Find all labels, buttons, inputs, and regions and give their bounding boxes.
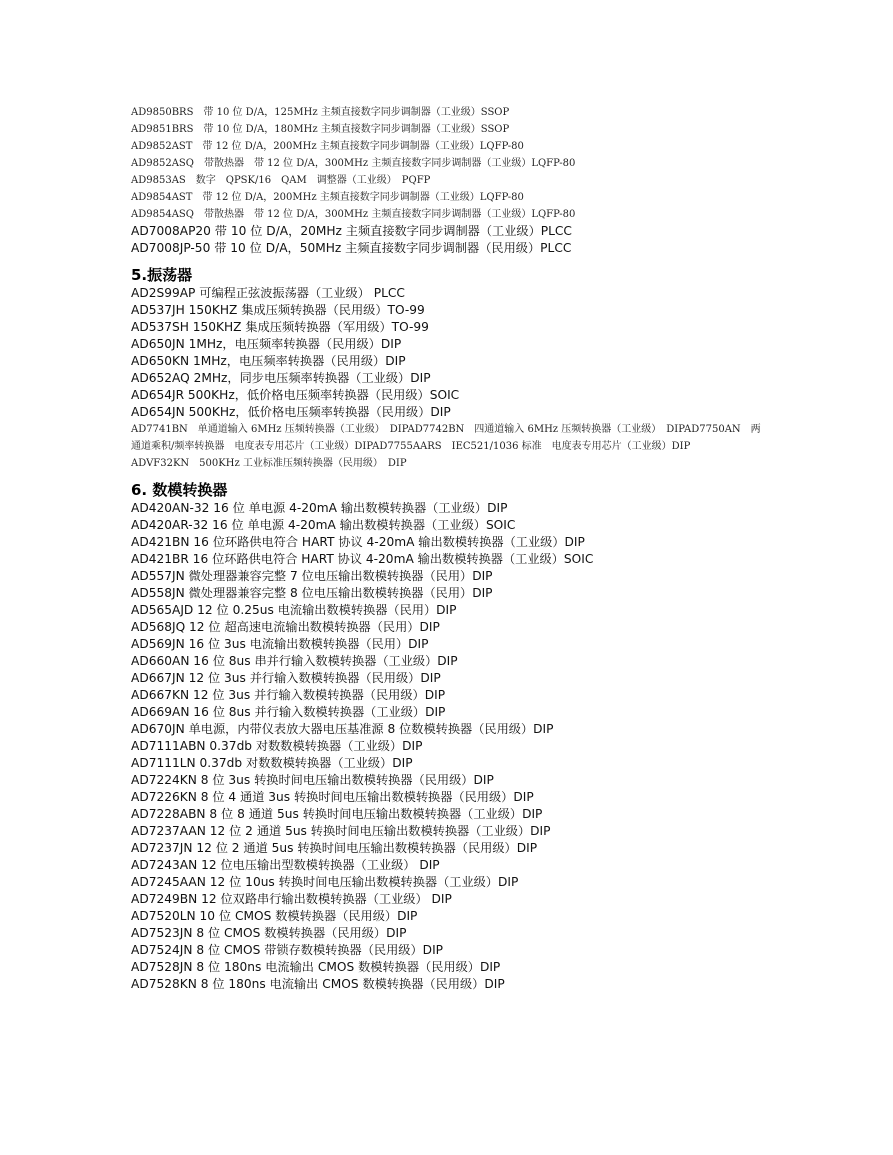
document-content [131,104,761,993]
list-item: AD654JR 500KHz，低价格电压频率转换器（民用级）SOIC [131,388,460,402]
list-item: AD537SH 150KHZ 集成压频转换器（军用级）TO-99 [131,320,429,334]
list-item: AD7523JN 8 位 CMOS 数模转换器（民用级）DIP [131,926,407,940]
list-item: AD7224KN 8 位 3us 转换时间电压输出数模转换器（民用级）DIP [131,773,494,787]
section-heading-oscillators: 5.振荡器 [131,266,193,284]
list-item: AD7226KN 8 位 4 通道 3us 转换时间电压输出数模转换器（民用级）DIP [131,790,534,804]
section-heading-dac: 6. 数模转换器 [131,481,228,499]
list-item: AD670JN 单电源，内带仪表放大器电压基准源 8 位数模转换器（民用级）DIP [131,722,554,736]
list-item: AD7008JP-50 带 10 位 D/A，50MHz 主频直接数字同步调制器（民用级）PLCC [131,241,572,255]
list-item: AD669AN 16 位 8us 并行输入数模转换器（工业级）DIP [131,705,446,719]
list-item: AD565AJD 12 位 0.25us 电流输出数模转换器（民用）DIP [131,603,457,617]
list-item: AD421BN 16 位环路供电符合 HART 协议 4-20mA 输出数模转换器（工业级）DIP [131,535,585,549]
list-item: AD9851BRS 带 10 位 D/A，180MHz 主频直接数字同步调制器（工业级）SSOP [131,124,510,135]
list-item: AD7528JN 8 位 180ns 电流输出 CMOS 数模转换器（民用级）DIP [131,960,501,974]
list-item: AD9852AST 带 12 位 D/A，200MHz 主频直接数字同步调制器（工业级）LQFP-80 [131,141,524,152]
paragraph: AD7741BN 单通道输入 6MHz 压频转换器（工业级） DIPAD7742BN 四通道输入 6MHz 压频转换器（工业级） DIPAD7750AN 两通道乘积/频率转换器 电度表专用芯片（工业级）DIPAD7755AARS IEC521/1036 标准 电度表专用芯片（工业级）DIP [131,424,761,452]
list-item: AD9850BRS 带 10 位 D/A，125MHz 主频直接数字同步调制器（工业级）SSOP [131,107,510,118]
list-item: AD9852ASQ 带散热器 带 12 位 D/A，300MHz 主频直接数字同步调制器（工业级）LQFP-80 [131,158,576,169]
list-item: AD537JH 150KHZ 集成压频转换器（民用级）TO-99 [131,303,425,317]
section-4-list [131,104,761,257]
list-item: AD667JN 12 位 3us 并行输入数模转换器（民用级）DIP [131,671,441,685]
list-item: AD652AQ 2MHz，同步电压频率转换器（工业级）DIP [131,371,431,385]
list-item: AD7245AAN 12 位 10us 转换时间电压输出数模转换器（工业级）DIP [131,875,519,889]
list-item: AD7524JN 8 位 CMOS 带锁存数模转换器（民用级）DIP [131,943,444,957]
list-item: AD650KN 1MHz，电压频率转换器（民用级）DIP [131,354,406,368]
list-item: AD7237JN 12 位 2 通道 5us 转换时间电压输出数模转换器（民用级）DIP [131,841,538,855]
list-item: AD420AN-32 16 位 单电源 4-20mA 输出数模转换器（工业级）DIP [131,501,508,515]
list-item: AD7237AAN 12 位 2 通道 5us 转换时间电压输出数模转换器（工业级）DIP [131,824,551,838]
list-item: AD9854AST 带 12 位 D/A，200MHz 主频直接数字同步调制器（工业级）LQFP-80 [131,192,524,203]
list-item: AD654JN 500KHz，低价格电压频率转换器（民用级）DIP [131,405,451,419]
list-item: AD650JN 1MHz，电压频率转换器（民用级）DIP [131,337,402,351]
list-item: AD421BR 16 位环路供电符合 HART 协议 4-20mA 输出数模转换器（工业级）SOIC [131,552,594,566]
list-item: AD7243AN 12 位电压输出型数模转换器（工业级） DIP [131,858,440,872]
list-item: AD558JN 微处理器兼容完整 8 位电压输出数模转换器（民用）DIP [131,586,493,600]
list-item: AD569JN 16 位 3us 电流输出数模转换器（民用）DIP [131,637,429,651]
list-item: AD667KN 12 位 3us 并行输入数模转换器（民用级）DIP [131,688,446,702]
list-item: AD660AN 16 位 8us 串并行输入数模转换器（工业级）DIP [131,654,458,668]
list-item: AD9854ASQ 带散热器 带 12 位 D/A，300MHz 主频直接数字同步调制器（工业级）LQFP-80 [131,209,576,220]
list-item: AD7228ABN 8 位 8 通道 5us 转换时间电压输出数模转换器（工业级）DIP [131,807,543,821]
section-5-list [131,285,761,472]
list-item: AD2S99AP 可编程正弦波振荡器（工业级） PLCC [131,286,405,300]
list-item: AD7520LN 10 位 CMOS 数模转换器（民用级）DIP [131,909,418,923]
list-item: ADVF32KN 500KHz 工业标准压频转换器（民用级） DIP [131,458,407,469]
section-6-list [131,500,761,993]
list-item: AD557JN 微处理器兼容完整 7 位电压输出数模转换器（民用）DIP [131,569,493,583]
list-item: AD7528KN 8 位 180ns 电流输出 CMOS 数模转换器（民用级）DIP [131,977,505,991]
list-item: AD7111ABN 0.37db 对数数模转换器（工业级）DIP [131,739,423,753]
list-item: AD420AR-32 16 位 单电源 4-20mA 输出数模转换器（工业级）SOIC [131,518,516,532]
list-item: AD568JQ 12 位 超高速电流输出数模转换器（民用）DIP [131,620,440,634]
list-item: AD7111LN 0.37db 对数数模转换器（工业级）DIP [131,756,413,770]
list-item: AD7008AP20 带 10 位 D/A，20MHz 主频直接数字同步调制器（工业级）PLCC [131,224,572,238]
list-item: AD7249BN 12 位双路串行输出数模转换器（工业级） DIP [131,892,452,906]
list-item: AD9853AS 数字 QPSK/16 QAM 调整器（工业级） PQFP [131,175,431,186]
